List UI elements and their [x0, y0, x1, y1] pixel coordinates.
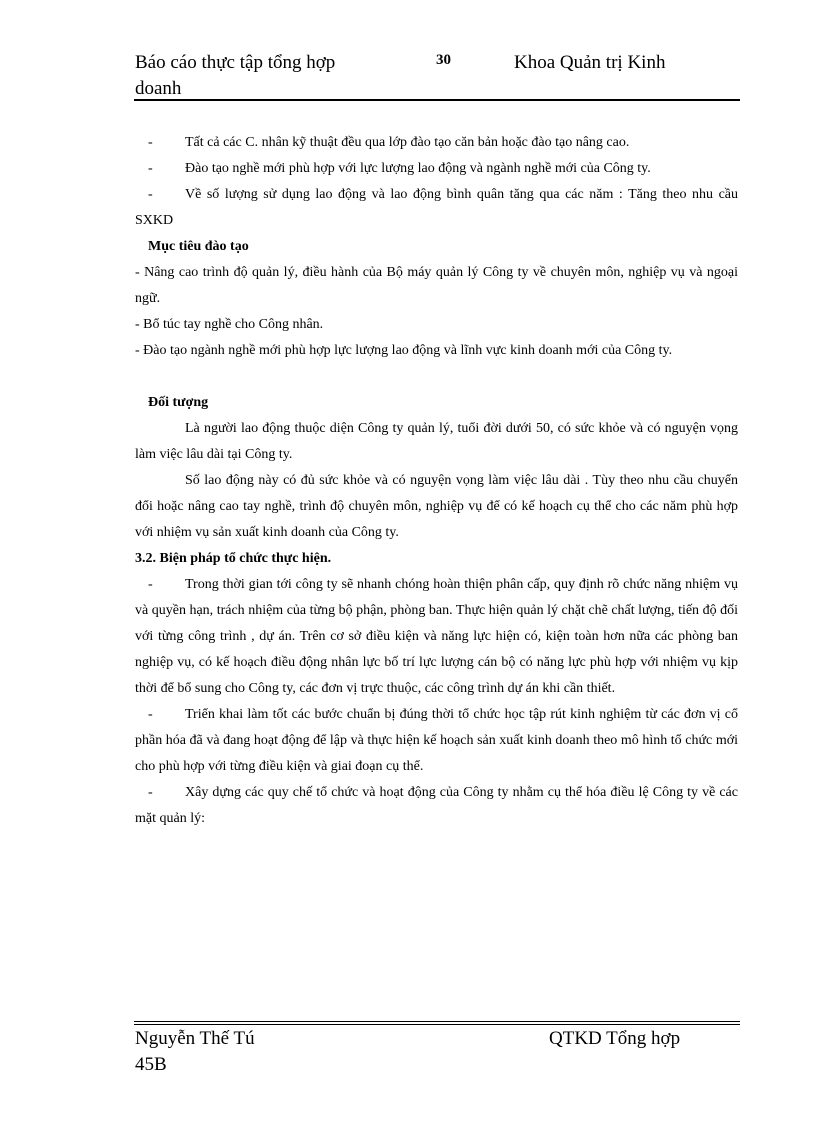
target-heading: Đối tượng: [148, 395, 209, 410]
section-heading: 3.2. Biện pháp tổ chức thực hiện.: [135, 551, 332, 566]
bullet-dash: -: [148, 187, 153, 202]
paragraph-training-new-jobs: [135, 156, 738, 182]
bullet-dash: -: [148, 161, 153, 176]
footer-program: QTKD Tổng hợp: [549, 1028, 681, 1049]
paragraph-text: Trong thời gian tới công ty sẽ nhanh chóng hoàn thiện phân cấp, quy định rõ chức năng nhiệm vụ và quyền hạn, trách nhiệm của từng bộ phận, phòng ban. Thực hiện quản lý chặt chẽ chất lượng, tiến độ đối với từng công trình , dự án. Trên cơ sở điều kiện và năng lực hiện có, kiện toàn hơn nữa các phòng ban nghiệp vụ, có kế hoạch điều động nhân lực bố trí lực lượng cán bộ có năng lực phù hợp với nhiệm vụ kịp thời để bổ sung cho Công ty, các đơn vị trực thuộc, các công trình dự án khi cần thiết.: [135, 577, 738, 696]
bullet-dash: -: [148, 707, 153, 722]
footer-author: [135, 1026, 255, 1078]
objectives-heading: Mục tiêu đào tạo: [148, 239, 249, 254]
objective-item: - Nâng cao trình độ quản lý, điều hành của Bộ máy quản lý Công ty về chuyên môn, nghiệp vụ và ngoại ngữ.: [135, 265, 738, 306]
paragraph-text: Về số lượng sử dụng lao động và lao động bình quân tăng qua các năm : Tăng theo nhu cầu SXKD: [135, 187, 738, 228]
bullet-dash: -: [148, 135, 153, 150]
footer-rule: [134, 1024, 740, 1025]
footer-rule: [134, 1021, 740, 1022]
paragraph-text: Đào tạo nghề mới phù hợp với lực lượng lao động và ngành nghề mới của Công ty.: [185, 161, 651, 176]
bullet-dash: -: [148, 785, 153, 800]
page-number: 30: [436, 52, 451, 68]
bullet-dash: -: [148, 577, 153, 592]
header-title-line2: doanh: [135, 78, 182, 99]
objective-item: - Đào tạo ngành nghề mới phù hợp lực lượng lao động và lĩnh vực kinh doanh mới của Công ty.: [135, 343, 673, 358]
footer-author-name: Nguyễn Thế Tú: [135, 1028, 255, 1049]
paragraph-text: Xây dựng các quy chế tổ chức và hoạt động của Công ty nhằm cụ thể hóa điều lệ Công ty về các mặt quản lý:: [135, 785, 738, 826]
paragraph-text: Triển khai làm tốt các bước chuẩn bị đúng thời tổ chức học tập rút kinh nghiệm từ các đơn vị cổ phần hóa đã và đang hoạt động để lập và thực hiện kế hoạch sản xuất kinh doanh theo mô hình tổ chức mới cho phù hợp với từng điều kiện và giai đoạn cụ thể.: [135, 707, 738, 774]
header-title-line1: Báo cáo thực tập tổng hợp: [135, 52, 336, 73]
footer-author-class: 45B: [135, 1054, 167, 1075]
header-title: [135, 50, 385, 102]
paragraph-text: Tất cả các C. nhân kỹ thuật đều qua lớp đào tạo căn bản hoặc đào tạo nâng cao.: [185, 135, 630, 150]
document-body: [135, 130, 738, 832]
paragraph-training-technical: [135, 130, 738, 156]
header-rule: [134, 99, 740, 101]
measure-paragraph: [135, 780, 738, 832]
measure-paragraph: [135, 702, 738, 780]
measure-paragraph: [135, 572, 738, 702]
paragraph-labor-count: [135, 182, 738, 234]
spacer: [135, 364, 738, 390]
target-paragraph: Là người lao động thuộc diện Công ty quản lý, tuổi đời dưới 50, có sức khỏe và có nguyện vọng làm việc lâu dài tại Công ty.: [135, 421, 738, 462]
objective-item: - Bổ túc tay nghề cho Công nhân.: [135, 317, 324, 332]
header-department: Khoa Quản trị Kinh: [514, 52, 666, 73]
target-paragraph: Số lao động này có đủ sức khỏe và có nguyện vọng làm việc lâu dài . Tùy theo nhu cầu chuyển đổi hoặc nâng cao tay nghề, trình độ chuyên môn, nghiệp vụ để có kế hoạch cụ thể cho các năm phù hợp với nhiệm vụ sản xuất kinh doanh của Công ty.: [135, 473, 738, 540]
